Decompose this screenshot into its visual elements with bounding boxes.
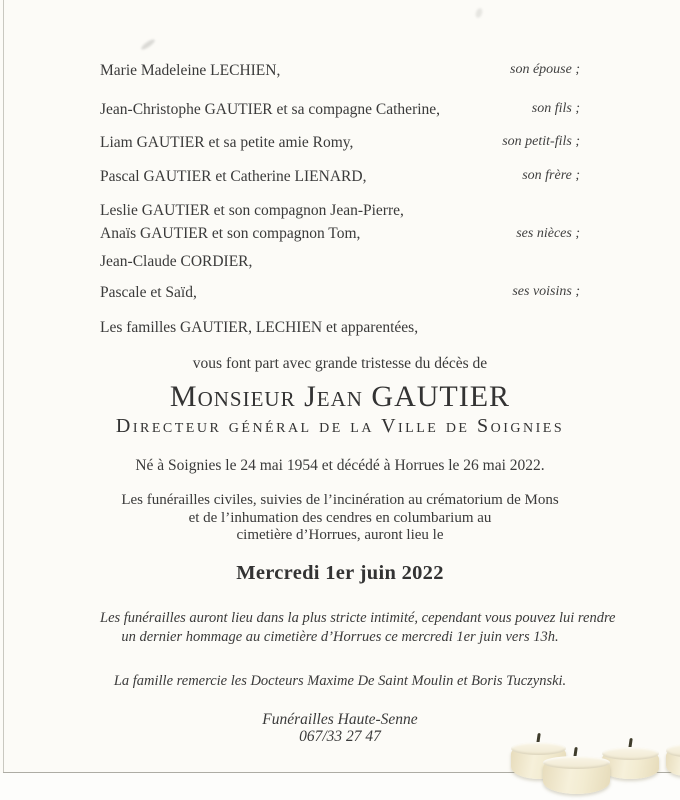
family-row xyxy=(100,199,580,245)
candle-icon xyxy=(602,747,659,779)
family-member-name: Jean-Christophe GAUTIER et sa compagne Catherine, xyxy=(100,101,441,118)
family-member-name: Pascal GAUTIER et Catherine LIENARD, xyxy=(100,168,367,185)
relation-label: son épouse ; xyxy=(510,62,580,77)
funeral-home-name: Funérailles Haute-Senne xyxy=(262,710,418,728)
relation-label: ses nièces ; xyxy=(516,226,580,241)
family-member-name: Jean-Claude CORDIER, xyxy=(100,253,253,270)
ceremony-line: cimetière d’Horrues, auront lieu le xyxy=(236,527,444,543)
family-member-name: Liam GAUTIER et sa petite amie Romy, xyxy=(100,134,354,151)
family-member-name: Les familles GAUTIER, LECHIEN et apparentées, xyxy=(100,319,419,336)
intimacy-notice xyxy=(100,609,616,647)
relation-label: son fils ; xyxy=(531,101,580,116)
announcement-intro: vous font part avec grande tristesse du décès de xyxy=(192,355,488,372)
relation-label: ses voisins ; xyxy=(512,284,580,299)
ceremony-line: et de l’inhumation des cendres en columbarium au xyxy=(188,509,492,526)
thanks-note: La famille remercie les Docteurs Maxime De Saint Moulin et Boris Tuczynski. xyxy=(113,672,567,689)
family-row xyxy=(100,60,580,81)
family-member-name: Anaïs GAUTIER et son compagnon Tom, xyxy=(100,225,361,242)
family-row xyxy=(100,252,580,272)
family-row xyxy=(100,282,580,303)
candle-icon xyxy=(543,756,610,794)
relation-label: son petit-fils ; xyxy=(502,134,580,149)
family-member-name: Pascale et Saïd, xyxy=(100,284,197,301)
ceremony-date: Mercredi 1er juin 2022 xyxy=(236,561,444,584)
family-row xyxy=(100,166,580,187)
intimacy-line: un dernier hommage au cimetière d’Horrues ce mercredi 1er juin vers 13h. xyxy=(121,628,559,645)
ceremony-details xyxy=(100,492,580,545)
life-dates: Né à Soignies le 24 mai 1954 et décédé à Horrues le 26 mai 2022. xyxy=(135,457,545,474)
family-row xyxy=(100,99,580,120)
deceased-title: Directeur général de la Ville de Soignies xyxy=(115,415,565,437)
deceased-name: Monsieur Jean GAUTIER xyxy=(169,380,511,413)
funeral-home-phone: 067/33 27 47 xyxy=(299,727,381,745)
family-member-names xyxy=(100,199,404,245)
relation-label: son frère ; xyxy=(522,168,580,183)
candle-icon xyxy=(666,744,680,776)
ceremony-line: Les funérailles civiles, suivies de l’incinération au crématorium de Mons xyxy=(121,492,559,508)
family-member-name: Marie Madeleine LECHIEN, xyxy=(100,62,281,79)
intimacy-line: Les funérailles auront lieu dans la plus stricte intimité, cependant vous pouvez lui rendre xyxy=(100,609,616,626)
family-row xyxy=(100,318,580,338)
family-row xyxy=(100,132,580,153)
family-member-name: Leslie GAUTIER et son compagnon Jean-Pierre, xyxy=(100,202,404,219)
